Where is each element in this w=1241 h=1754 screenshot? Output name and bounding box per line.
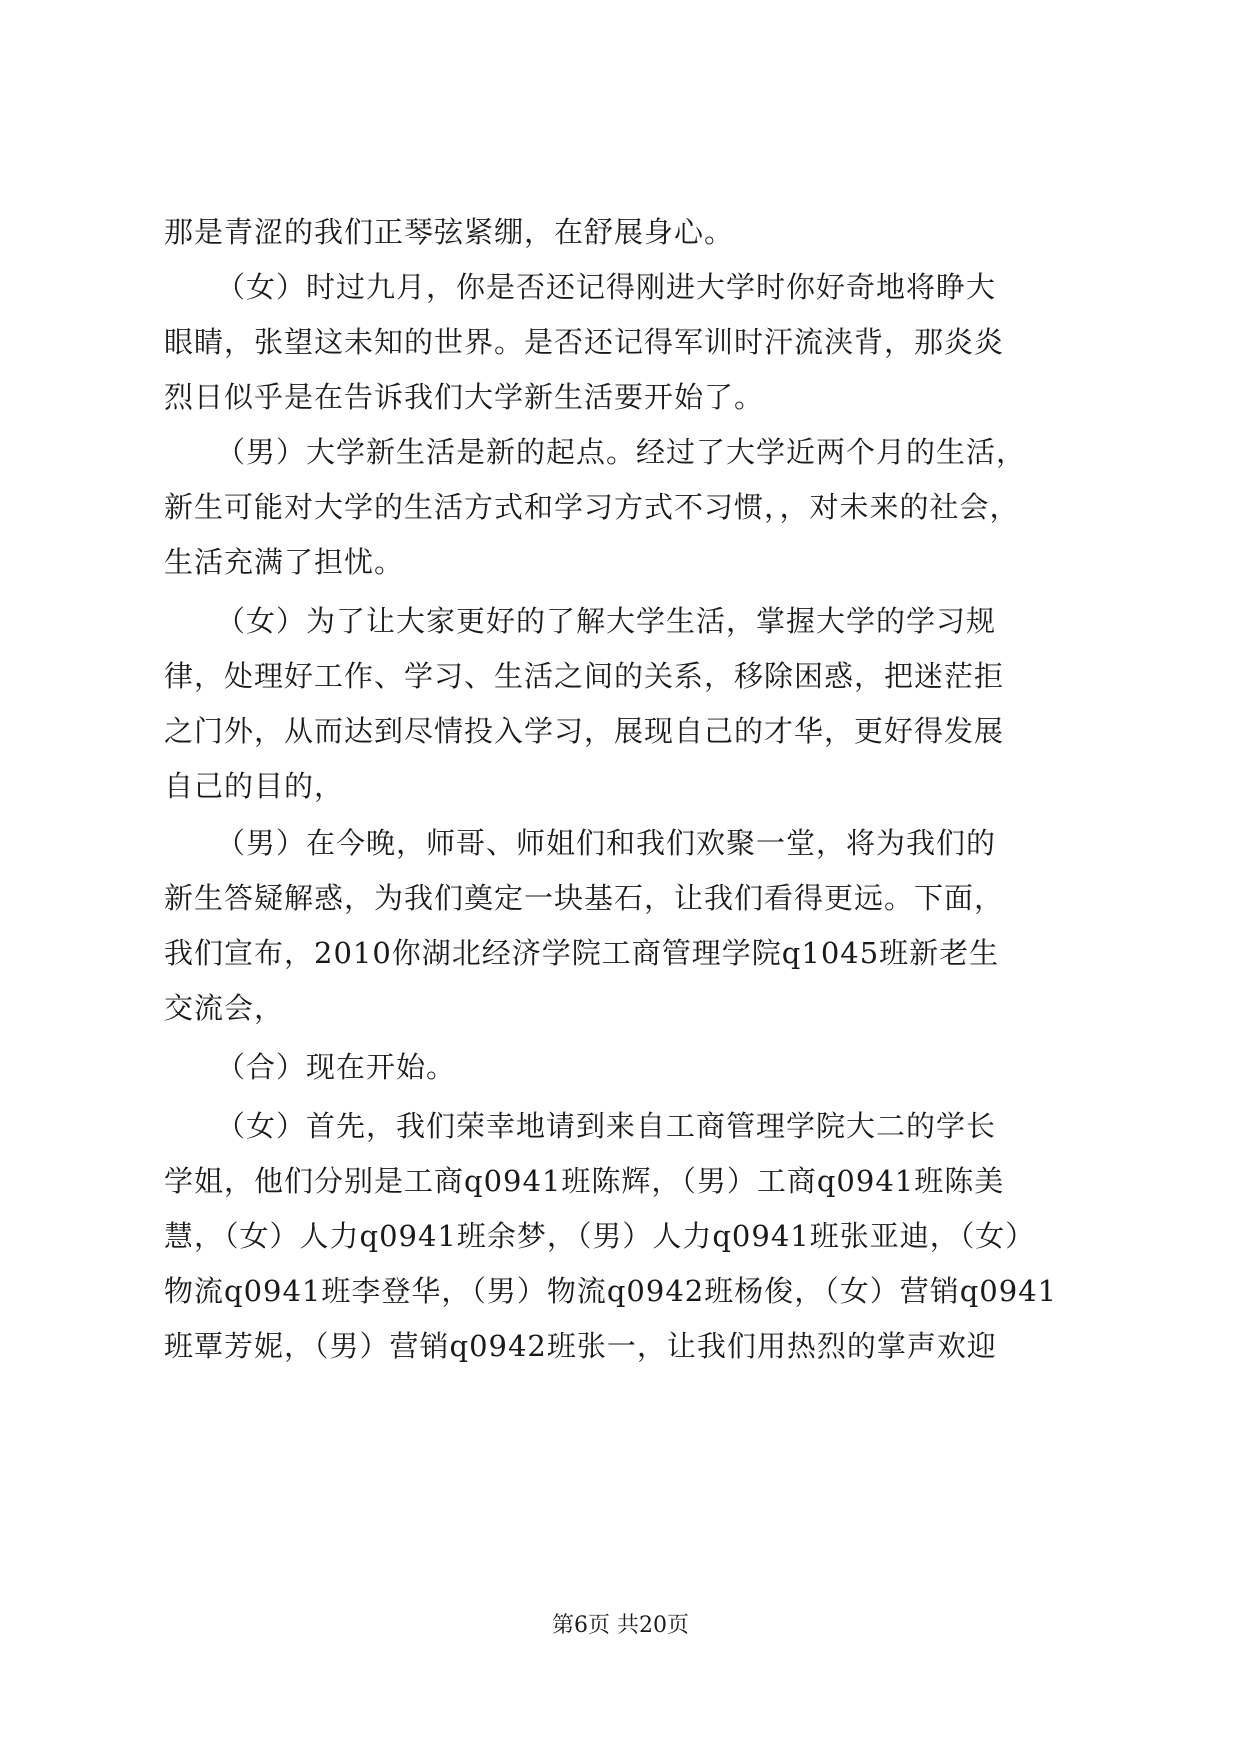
text-line: （男）在今晚，师哥、师姐们和我们欢聚一堂，将为我们的 [216,826,997,860]
text-line: （女）首先，我们荣幸地请到来自工商管理学院大二的学长 [216,1109,997,1143]
text-line: 物流q0941班李登华，（男）物流q0942班杨俊，（女）营销q0941 [164,1274,1058,1308]
text-line: 烈日似乎是在告诉我们大学新生活要开始了。 [164,380,765,414]
text-line: 交流会， [164,991,285,1025]
text-line: 眼睛，张望这未知的世界。是否还记得军训时汗流浃背，那炎炎 [164,325,1005,359]
text-line: 自己的目的， [164,769,345,803]
text-line: 律，处理好工作、学习、生活之间的关系，移除困惑，把迷茫拒 [164,659,1005,693]
text-line: 学姐，他们分别是工商q0941班陈辉，（男）工商q0941班陈美 [164,1164,1005,1198]
text-line: 新生答疑解惑，为我们奠定一块基石，让我们看得更远。下面， [164,881,1005,915]
text-line: 新生可能对大学的生活方式和学习方式不习惯，，对未来的社会， [164,490,1020,524]
text-line: （女）时过九月，你是否还记得刚进大学时你好奇地将睁大 [216,270,997,304]
text-line: （男）大学新生活是新的起点。经过了大学近两个月的生活， [216,435,1027,469]
text-line: 那是青涩的我们正琴弦紧绷，在舒展身心。 [164,215,735,249]
text-line: 我们宣布，2010你湖北经济学院工商管理学院q1045班新老生 [164,936,1000,970]
page-footer: 第6页 共20页 [552,1613,689,1638]
text-line: 生活充满了担忧。 [164,545,405,579]
text-line: 之门外，从而达到尽情投入学习，展现自己的才华，更好得发展 [164,714,1005,748]
text-line: 慧，（女）人力q0941班余梦，（男）人力q0941班张亚迪，（女） [164,1219,1036,1253]
text-line: （女）为了让大家更好的了解大学生活，掌握大学的学习规 [216,604,997,638]
text-line: 班覃芳妮，（男）营销q0942班张一，让我们用热烈的掌声欢迎 [164,1329,997,1363]
text-line: （合）现在开始。 [216,1050,457,1084]
